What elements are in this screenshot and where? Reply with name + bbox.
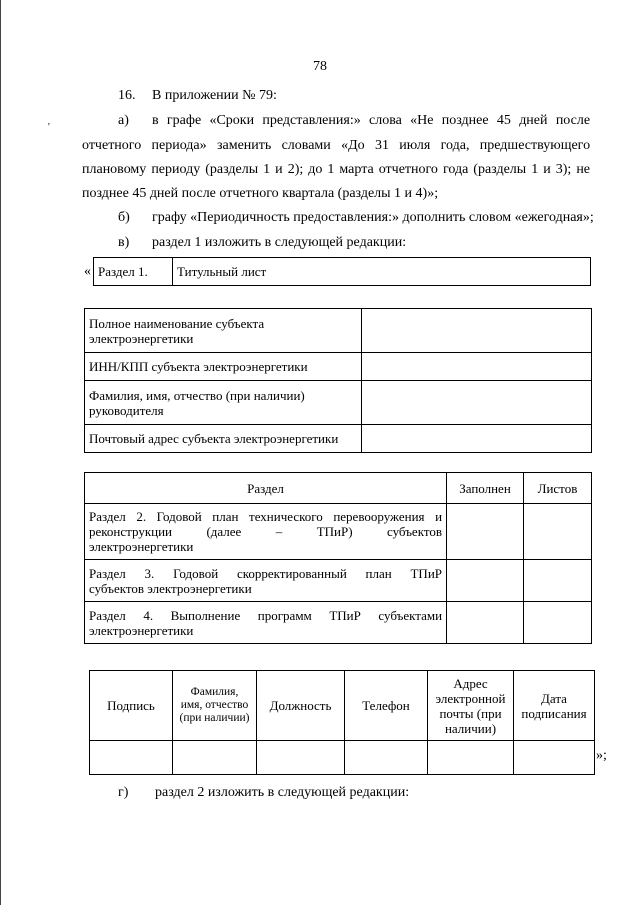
section-3-sheets[interactable] [524,560,592,602]
item-a-letter: а) [118,113,129,128]
info-label: Фамилия, имя, отчество (при наличии) руководителя [85,381,362,425]
info-value[interactable] [362,425,592,453]
item-a-line-3: плановому периоду (разделы 1 и 2); до 1 марта отчетного года (разделы 1 и 3); не [82,162,591,177]
section-3-name: Раздел 3. Годовой скорректированный план ТПиР субъектов электроэнергетики [85,560,447,602]
info-value[interactable] [362,381,592,425]
section-2-name: Раздел 2. Годовой план технического перевооружения и реконструкции (далее – ТПиР) субъектов электроэнергетики [85,504,447,560]
col-header-phone: Телефон [345,671,428,741]
info-value[interactable] [362,309,592,353]
section-2-sheets[interactable] [524,504,592,560]
page-edge [0,0,1,905]
stray-mark: ' [48,122,50,133]
section-4-name: Раздел 4. Выполнение программ ТПиР субъектами электроэнергетики [85,602,447,644]
item-g-letter: г) [118,785,129,800]
section-4-filled[interactable] [447,602,524,644]
quote-open: « [84,264,91,279]
info-value[interactable] [362,353,592,381]
fio-cell[interactable] [173,741,257,775]
item-16-text: В приложении № 79: [152,88,277,103]
section-4-sheets[interactable] [524,602,592,644]
phone-cell[interactable] [345,741,428,775]
info-row [85,309,592,353]
section-1-label: Раздел 1. [94,258,173,286]
col-header-section: Раздел [85,473,447,504]
section-1-header-table [93,257,591,286]
signature-table [89,670,595,775]
info-label: ИНН/КПП субъекта электроэнергетики [85,353,362,381]
col-header-email: Адрес электронной почты (при наличии) [428,671,514,741]
info-row [85,353,592,381]
section-3-filled[interactable] [447,560,524,602]
item-16-number: 16. [118,88,136,103]
sections-table [84,472,592,644]
section-row [85,560,592,602]
info-label: Полное наименование субъекта электроэнергетики [85,309,362,353]
info-row [85,381,592,425]
section-1-title: Титульный лист [173,258,591,286]
signature-header-row [90,671,595,741]
section-2-filled[interactable] [447,504,524,560]
item-a-line-1: в графе «Сроки представления:» слова «Не позднее 45 дней после [152,113,591,128]
item-v-letter: в) [118,235,130,250]
date-cell[interactable] [514,741,595,775]
section-row [85,602,592,644]
col-header-filled: Заполнен [447,473,524,504]
col-header-date: Дата подписания [514,671,595,741]
position-cell[interactable] [257,741,345,775]
signature-cell[interactable] [90,741,173,775]
section-row [85,504,592,560]
quote-close: »; [596,748,607,763]
col-header-signature: Подпись [90,671,173,741]
info-table [84,308,592,453]
item-b-text: графу «Периодичность предоставления:» дополнить словом «ежегодная»; [152,210,594,225]
page-number: 78 [313,59,327,74]
col-header-position: Должность [257,671,345,741]
item-g-text: раздел 2 изложить в следующей редакции: [155,785,410,800]
item-a-line-2: отчетного периода» заменить словами «До 31 июля года, предшествующего [82,138,591,153]
item-a-line-4: позднее 45 дней после отчетного квартала (разделы 1 и 4)»; [82,186,439,201]
sections-header-row [85,473,592,504]
item-b-letter: б) [118,210,130,225]
info-row [85,425,592,453]
signature-input-row [90,741,595,775]
info-label: Почтовый адрес субъекта электроэнергетики [85,425,362,453]
item-v-text: раздел 1 изложить в следующей редакции: [152,235,407,250]
col-header-fio: Фамилия, имя, отчество (при наличии) [173,671,257,741]
col-header-sheets: Листов [524,473,592,504]
email-cell[interactable] [428,741,514,775]
